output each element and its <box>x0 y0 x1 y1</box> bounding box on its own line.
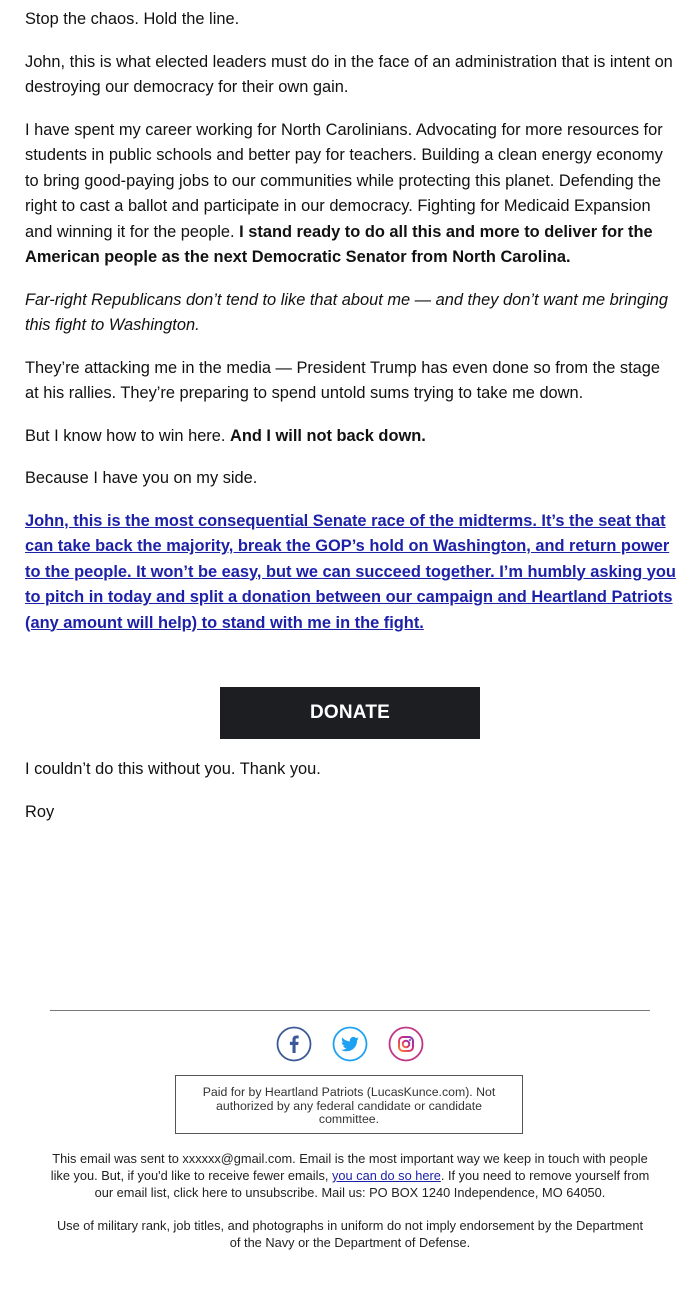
opening-line: Stop the chaos. Hold the line. <box>25 10 240 28</box>
paragraph-cta <box>25 509 677 637</box>
win-text: But I know how to win here. <box>25 426 230 445</box>
closing-section <box>25 757 677 842</box>
fewer-emails-link[interactable]: you can do so here <box>332 1168 441 1183</box>
paragraph-attacks: They’re attacking me in the media — President Trump has even done so from the stage at his rallies. They’re preparing to spend untold sums trying to take me down. <box>25 358 661 402</box>
footer-email-notice <box>50 1150 650 1201</box>
paragraph-career <box>25 118 677 271</box>
paragraph-side: Because I have you on my side. <box>25 469 258 487</box>
paid-for-disclaimer: Paid for by Heartland Patriots (LucasKunce.com). Not authorized by any federal candidate or candidate committee. <box>175 1075 523 1134</box>
footer-sent-middle: . Email is the most important way we keep in touch with people like you. But, if you'd like to receive fewer emails, <box>50 1151 648 1183</box>
facebook-link[interactable] <box>276 1026 312 1062</box>
signature: Roy <box>25 802 55 821</box>
footer-divider <box>50 1010 650 1011</box>
paragraph-republicans: Far-right Republicans don’t tend to like that about me — and they don’t want me bringing this fight to Washington. <box>25 290 668 334</box>
instagram-icon <box>388 1026 424 1062</box>
donate-button-container <box>220 687 480 739</box>
paragraph-win <box>25 424 677 450</box>
military-disclaimer: Use of military rank, job titles, and photographs in uniform do not imply endorsement by the Department of the Navy or the Department of Defense. <box>56 1218 644 1250</box>
social-links <box>0 1026 700 1062</box>
donation-ask-link[interactable]: John, this is the most consequential Senate race of the midterms. It’s the seat that can take back the majority, break the GOP’s hold on Washington, and return power to the people. It won’t be easy, but we can succeed together. I’m humbly asking you to pitch in today and split a donation between our campaign and Heartland Patriots (any amount will help) to stand with me in the fight. <box>25 511 676 632</box>
instagram-link[interactable] <box>388 1026 424 1062</box>
career-bold-text: I stand ready to do all this and more to deliver for the American people as the next Democratic Senator from North Carolina. <box>25 222 653 266</box>
recipient-email: xxxxxx@gmail.com <box>182 1151 293 1166</box>
footer-sent-suffix: . If you need to remove yourself from our email list, click here to unsubscribe. Mail us: PO BOX 1240 Independence, MO 64050. <box>94 1168 650 1200</box>
email-body <box>25 7 677 653</box>
facebook-icon <box>276 1026 312 1062</box>
footer-sent-prefix: This email was sent to <box>52 1151 183 1166</box>
donate-button[interactable]: DONATE <box>220 687 480 739</box>
twitter-icon <box>332 1026 368 1062</box>
twitter-link[interactable] <box>332 1026 368 1062</box>
win-bold-text: And I will not back down. <box>230 426 426 445</box>
career-text: I have spent my career working for North Carolinians. Advocating for more resources for students in public schools and better pay for teachers. Building a clean energy economy to bring good-paying jobs to our communities while protecting this planet. Defending the right to cast a ballot and participate in our democracy. Fighting for Medicaid Expansion and winning it for the people. <box>25 120 663 241</box>
footer <box>50 1150 650 1267</box>
paragraph-leaders: John, this is what elected leaders must do in the face of an administration that is intent on destroying our democracy for their own gain. <box>25 52 673 96</box>
thank-you-line: I couldn’t do this without you. Thank you. <box>25 760 321 778</box>
